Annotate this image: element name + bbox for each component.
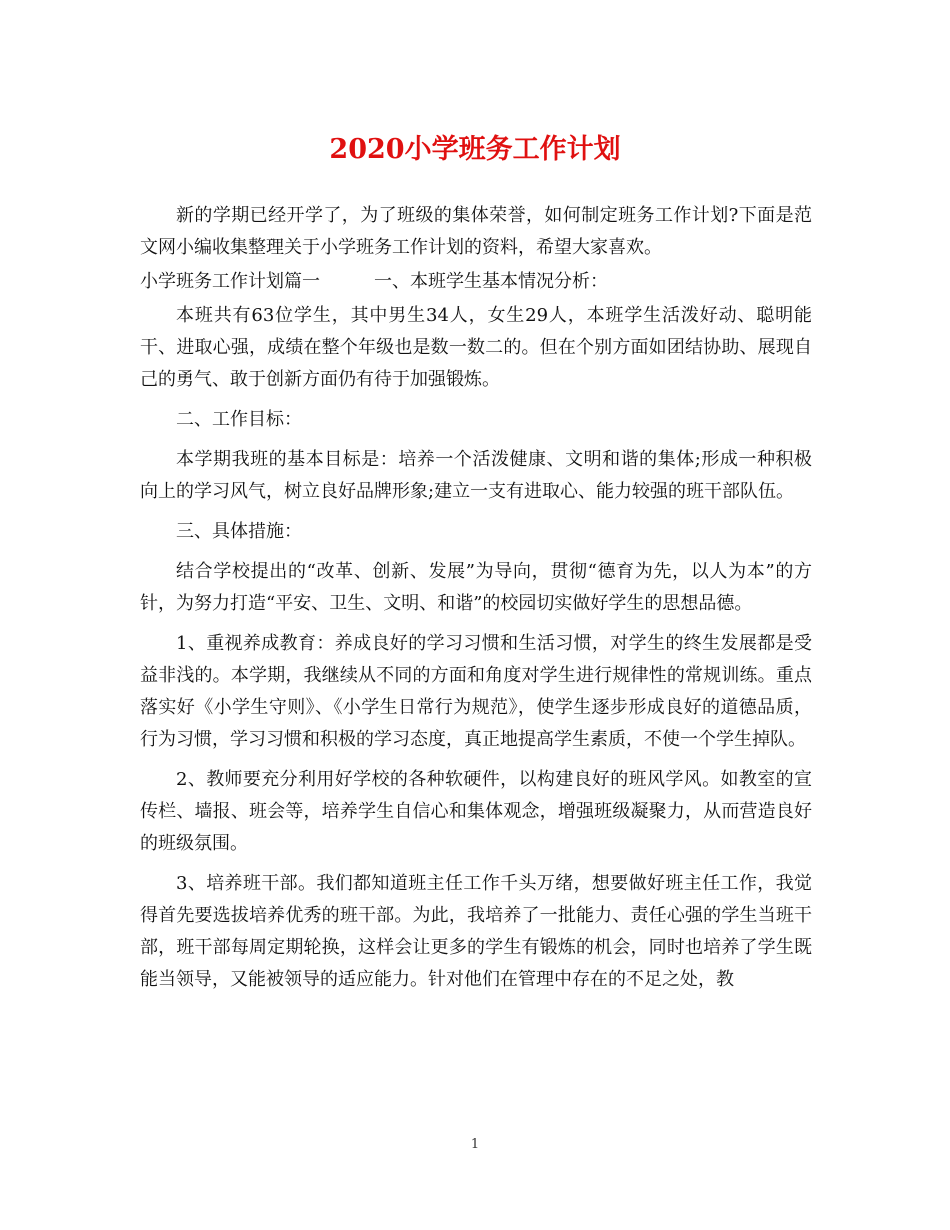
measure-1-paragraph: 1、重视养成教育：养成良好的学习习惯和生活习惯，对学生的终生发展都是受益非浅的。本学期，我继续从不同的方面和角度对学生进行规律性的常规训练。重点落实好《小学生守则》、《小学生日常行为规范》，使学生逐步形成良好的道德品质，行为习惯，学习习惯和积极的学习态度，真正地提高学生素质，不使一个学生掉队。	[140, 633, 812, 750]
section-heading-3: 三、具体措施：	[176, 521, 302, 542]
document-title: 2020小学班务工作计划	[329, 134, 621, 165]
basic-info-paragraph: 本班共有63位学生，其中男生34人，女生29人，本班学生活泼好动、聪明能干、进取心强，成绩在整个年级也是数一数二的。但在个别方面如团结协助、展现自己的勇气、敢于创新方面仍有待于加强锻炼。	[140, 305, 812, 390]
measure-2-paragraph: 2、教师要充分利用好学校的各种软硬件，以构建良好的班风学风。如教室的宣传栏、墙报、班会等，培养学生自信心和集体观念，增强班级凝聚力，从而营造良好的班级氛围。	[140, 769, 812, 854]
section-label: 小学班务工作计划篇一	[140, 271, 320, 292]
document-body	[140, 200, 812, 996]
goals-paragraph: 本学期我班的基本目标是：培养一个活泼健康、文明和谐的集体;形成一种积极向上的学习风气，树立良好品牌形象;建立一支有进取心、能力较强的班干部队伍。	[140, 449, 812, 502]
section-line	[140, 266, 812, 298]
intro-paragraph: 新的学期已经开学了，为了班级的集体荣誉，如何制定班务工作计划?下面是范文网小编收集整理关于小学班务工作计划的资料，希望大家喜欢。	[140, 205, 812, 258]
measure-3-paragraph: 3、培养班干部。我们都知道班主任工作千头万绪，想要做好班主任工作，我觉得首先要选拔培养优秀的班干部。为此，我培养了一批能力、责任心强的学生当班干部，班干部每周定期轮换，这样会让更多的学生有锻炼的机会，同时也培养了学生既能当领导，又能被领导的适应能力。针对他们在管理中存在的不足之处，教	[140, 873, 812, 990]
measures-intro-paragraph: 结合学校提出的“改革、创新、发展”为导向，贯彻“德育为先，以人为本”的方针，为努力打造“平安、卫生、文明、和谐”的校园切实做好学生的思想品德。	[140, 561, 812, 614]
page-number: 1	[470, 1137, 480, 1152]
section-heading-1: 一、本班学生基本情况分析：	[374, 271, 608, 292]
section-heading-2: 二、工作目标：	[176, 409, 302, 430]
